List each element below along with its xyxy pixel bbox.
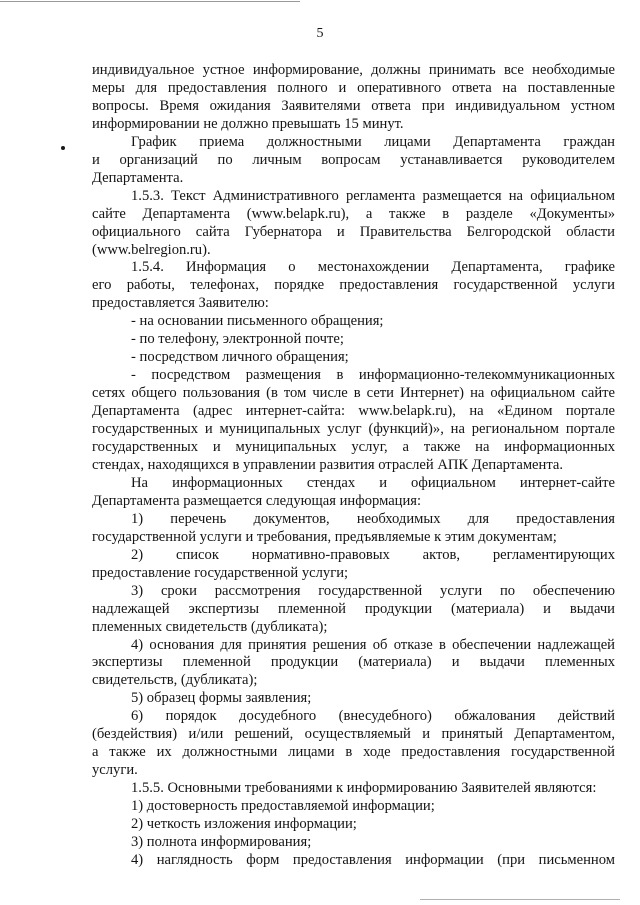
text-line: информировании не должно превышать 15 минут. bbox=[92, 115, 404, 132]
text-line: (бездействия) и/или решений, осуществляемый и принятый Департаментом, bbox=[92, 726, 615, 743]
text-line: 1.5.4. Информация о местонахождении Департамента, графике bbox=[131, 259, 615, 276]
document-body bbox=[0, 62, 640, 870]
text-line: сайте Департамента (www.belapk.ru), а также в разделе «Документы» bbox=[92, 205, 615, 222]
text-line: меры для предоставления полного и оперативного ответа на поставленные bbox=[92, 79, 615, 96]
text-line: Департамента размещается следующая информация: bbox=[92, 492, 422, 509]
text-line: - посредством размещения в информационно-телекоммуникационных bbox=[131, 367, 615, 384]
text-line: 1.5.3. Текст Административного регламента размещается на официальном bbox=[131, 187, 615, 204]
scan-edge-bottom bbox=[420, 899, 620, 900]
text-line: 5) образец формы заявления; bbox=[131, 690, 312, 707]
text-line: График приема должностными лицами Департамента граждан bbox=[131, 133, 615, 150]
text-line: надлежащей экспертизы племенной продукции (материала) и выдачи bbox=[92, 600, 615, 617]
text-line: 1) достоверность предоставляемой информации; bbox=[131, 798, 435, 815]
text-line: 2) четкость изложения информации; bbox=[131, 816, 357, 833]
text-line: племенных свидетельств (дубликата); bbox=[92, 618, 328, 635]
text-line: 4) основания для принятия решения об отказе в обеспечении надлежащей bbox=[131, 636, 615, 653]
page-number: 5 bbox=[316, 26, 324, 41]
text-line: его работы, телефонах, порядке предоставления государственной услуги bbox=[92, 277, 615, 294]
text-line: услуги. bbox=[92, 762, 138, 779]
text-line: стендах, находящихся в управлении развития отраслей АПК Департамента. bbox=[92, 456, 564, 473]
text-line: На информационных стендах и официальном интернет-сайте bbox=[131, 474, 615, 491]
text-line: 3) полнота информирования; bbox=[131, 833, 312, 850]
text-line: а также их должностными лицами в ходе предоставления государственной bbox=[92, 744, 615, 761]
text-line: свидетельств, (дубликата); bbox=[92, 672, 258, 689]
text-line: государственной услуги и требования, предъявляемые к этим документам; bbox=[92, 528, 557, 545]
scan-edge-top bbox=[0, 1, 300, 2]
text-line: предоставляется Заявителю: bbox=[92, 295, 269, 312]
text-line: государственных и муниципальных услуг, а также на информационных bbox=[92, 439, 615, 456]
text-line: сетях общего пользования (в том числе в сети Интернет) на официальном сайте bbox=[92, 385, 615, 402]
text-line: 6) порядок досудебного (внесудебного) обжалования действий bbox=[131, 708, 615, 725]
text-line: государственных и муниципальных услуг (функций)», на региональном портале bbox=[92, 421, 615, 438]
text-line: и организаций по личным вопросам устанавливается руководителем bbox=[92, 151, 615, 168]
text-line: - посредством личного обращения; bbox=[131, 349, 349, 366]
text-line: 1.5.5. Основными требованиями к информированию Заявителей являются: bbox=[131, 780, 597, 797]
text-line: 3) сроки рассмотрения государственной услуги по обеспечению bbox=[131, 582, 615, 599]
text-line: предоставление государственной услуги; bbox=[92, 564, 349, 581]
text-line: официального сайта Губернатора и Правительства Белгородской области bbox=[92, 223, 615, 240]
text-line: 2) список нормативно-правовых актов, регламентирующих bbox=[131, 546, 615, 563]
text-line: Департамента. bbox=[92, 169, 184, 186]
text-line: (www.belregion.ru). bbox=[92, 241, 211, 258]
text-line: индивидуальное устное информирование, должны принимать все необходимые bbox=[92, 62, 615, 78]
text-line: - на основании письменного обращения; bbox=[131, 313, 384, 330]
text-line: - по телефону, электронной почте; bbox=[131, 331, 344, 348]
text-line: 4) наглядность форм предоставления информации (при письменном bbox=[131, 851, 615, 868]
text-line: экспертизы племенной продукции (материала) и выдачи племенных bbox=[92, 654, 615, 671]
text-line: вопросы. Время ожидания Заявителями ответа при индивидуальном устном bbox=[92, 97, 615, 114]
text-line: 1) перечень документов, необходимых для предоставления bbox=[131, 510, 615, 527]
text-line: Департамента (адрес интернет-сайта: www.belapk.ru), на «Едином портале bbox=[92, 403, 615, 420]
